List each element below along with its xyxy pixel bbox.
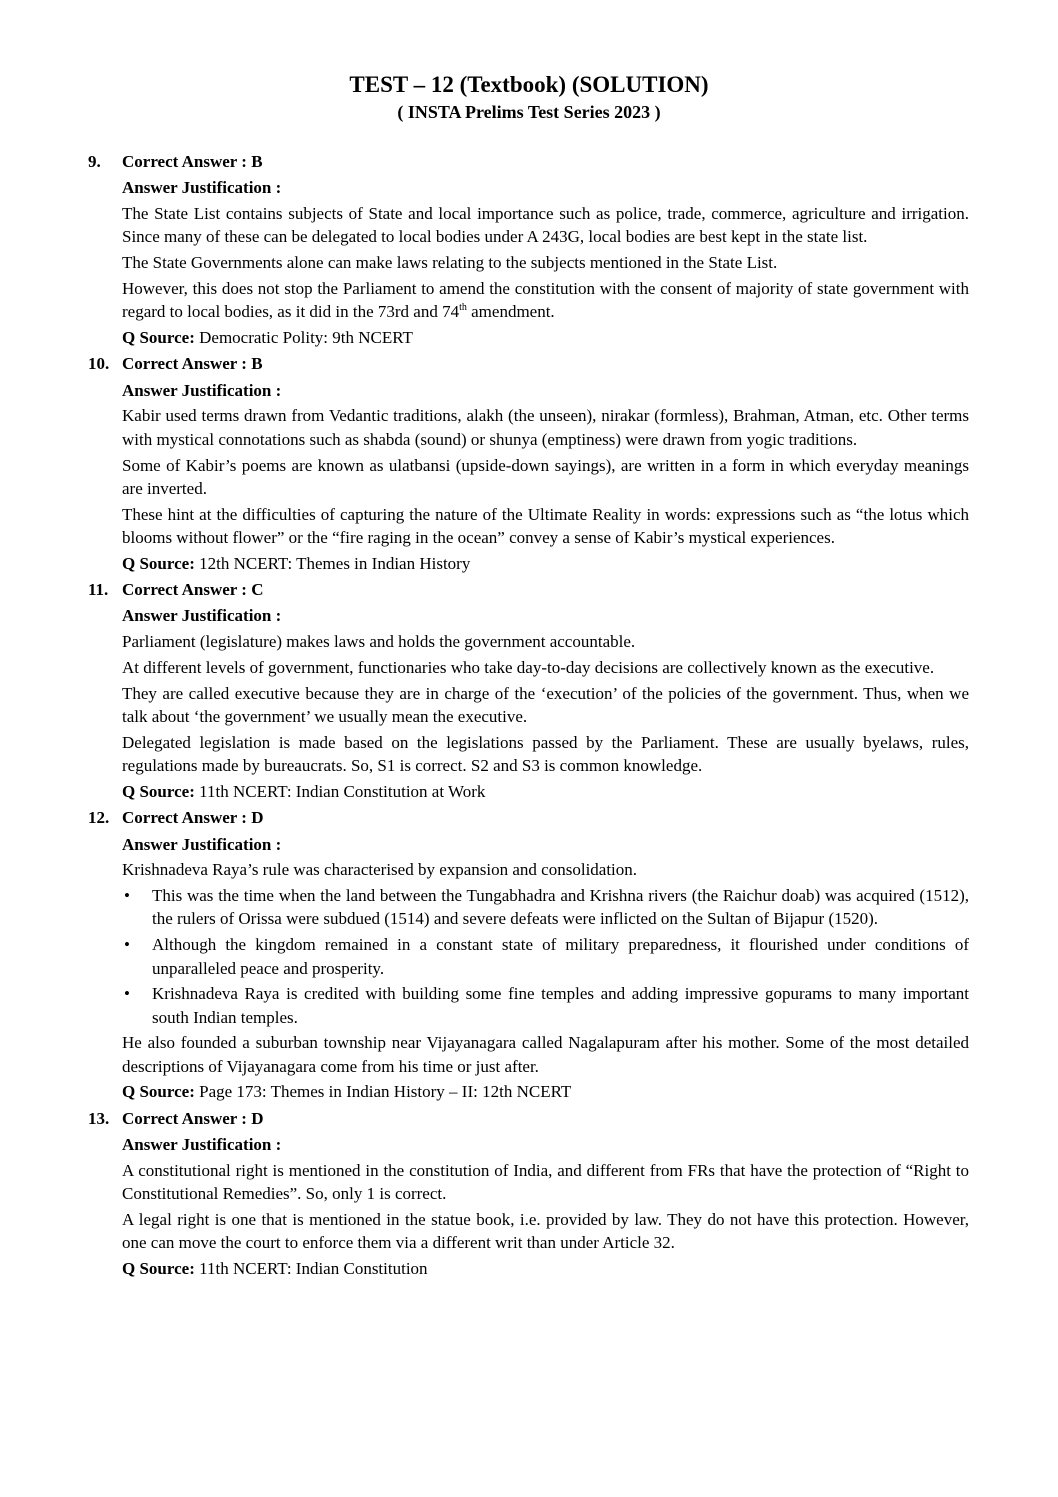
paragraph bbox=[122, 404, 969, 451]
justification-label: Answer Justification : bbox=[122, 606, 282, 626]
question-item bbox=[88, 150, 969, 349]
page-title: TEST – 12 (Textbook) (SOLUTION) bbox=[349, 72, 709, 97]
paragraph-text: However, this does not stop the Parliament to amend the constitution with the consent of majority of state government with regard to local bodies, as it did in the 73rd and 74 bbox=[122, 278, 969, 322]
source-label: Q Source: bbox=[122, 1259, 195, 1279]
paragraph-text: A legal right is one that is mentioned in the statue book, i.e. provided by law. They do not have this protection. However, one can move the court to enforce them via a different writ than under Article 32. bbox=[122, 1209, 969, 1253]
correct-answer-text: Correct Answer : D bbox=[122, 1108, 264, 1128]
paragraph bbox=[122, 277, 969, 324]
bullet-icon: • bbox=[124, 886, 130, 906]
paragraph-text: These hint at the difficulties of capturing the nature of the Ultimate Reality in words: expressions such as “the lotus which blooms without flower” or the “fire raging in the ocean” convey a sense of Kabir’s mystical experiences. bbox=[122, 504, 969, 547]
bullet-icon: • bbox=[124, 984, 130, 1004]
paragraph-text: Kabir used terms drawn from Vedantic traditions, alakh (the unseen), nirakar (formless), Brahman, Atman, etc. Other terms with mystical connotations such as shabda (sound) or shunya (emptiness) were drawn from yogic traditions. bbox=[122, 406, 969, 449]
paragraph-text: The State Governments alone can make laws relating to the subjects mentioned in the State List. bbox=[122, 253, 778, 273]
source-text: 12th NCERT: Themes in Indian History bbox=[194, 553, 471, 573]
paragraph bbox=[122, 731, 969, 778]
question-number: 9. bbox=[88, 152, 101, 171]
paragraph-text-after: amendment. bbox=[466, 302, 555, 322]
paragraph bbox=[122, 630, 969, 653]
answer-body bbox=[88, 379, 969, 575]
answer-body bbox=[88, 604, 969, 803]
paragraph-text: Parliament (legislature) makes laws and holds the government accountable. bbox=[122, 632, 636, 652]
source-label: Q Source: bbox=[122, 553, 195, 573]
bullet-text: Krishnadeva Raya is credited with building some fine temples and adding impressive gopurams to many important south Indian temples. bbox=[152, 984, 969, 1027]
correct-answer-heading bbox=[88, 150, 969, 173]
question-item bbox=[88, 1107, 969, 1281]
source-label: Q Source: bbox=[122, 328, 195, 348]
question-source bbox=[122, 552, 969, 575]
paragraph bbox=[122, 682, 969, 729]
question-source bbox=[122, 326, 969, 349]
correct-answer-text: Correct Answer : B bbox=[122, 354, 263, 374]
bullet-item bbox=[122, 884, 969, 931]
paragraph-text: They are called executive because they are in charge of the ‘execution’ of the policies of the government. Thus, when we talk about ‘the government’ we usually mean the executive. bbox=[122, 683, 969, 727]
bullet-item bbox=[122, 982, 969, 1029]
justification-label: Answer Justification : bbox=[122, 834, 282, 854]
correct-answer-text: Correct Answer : D bbox=[122, 808, 264, 828]
paragraph-text: Krishnadeva Raya’s rule was characterised by expansion and consolidation. bbox=[122, 860, 638, 880]
question-item bbox=[88, 806, 969, 1104]
source-label: Q Source: bbox=[122, 781, 195, 801]
correct-answer-heading bbox=[88, 352, 969, 375]
paragraph-text: The State List contains subjects of State and local importance such as police, trade, commerce, agriculture and irrigation. Since many of these can be delegated to local bodies under A 243G, local bodies are best kept in the state list. bbox=[122, 204, 969, 247]
paragraph bbox=[122, 1208, 969, 1255]
paragraph-text: He also founded a suburban township near Vijayanagara called Nagalapuram after his mother. Some of the most detailed descriptions of Vijayanagara come from his time or just after. bbox=[122, 1033, 969, 1076]
question-number: 11. bbox=[88, 580, 109, 600]
source-text: Page 173: Themes in Indian History – II: 12th NCERT bbox=[194, 1082, 572, 1102]
paragraph bbox=[122, 251, 969, 274]
paragraph-text: A constitutional right is mentioned in the constitution of India, and different from FRs that have the protection of “Right to Constitutional Remedies”. So, only 1 is correct. bbox=[122, 1160, 969, 1204]
paragraph bbox=[122, 858, 969, 881]
answer-body bbox=[88, 833, 969, 1104]
paragraph bbox=[122, 503, 969, 550]
paragraph bbox=[122, 202, 969, 249]
correct-answer-text: Correct Answer : C bbox=[122, 580, 264, 600]
solutions-list bbox=[88, 150, 969, 1283]
answer-body bbox=[88, 176, 969, 349]
question-source bbox=[122, 1257, 969, 1280]
question-number: 10. bbox=[88, 354, 110, 374]
source-label: Q Source: bbox=[122, 1082, 195, 1102]
bullet-item bbox=[122, 933, 969, 980]
justification-label: Answer Justification : bbox=[122, 380, 282, 400]
page-subtitle: ( INSTA Prelims Test Series 2023 ) bbox=[397, 102, 661, 122]
question-source bbox=[122, 780, 969, 803]
paragraph-text: Delegated legislation is made based on the legislations passed by the Parliament. These are usually byelaws, rules, regulations made by bureaucrats. So, S1 is correct. S2 and S3 is common knowledge. bbox=[122, 732, 969, 776]
question-source bbox=[122, 1080, 969, 1103]
source-text: Democratic Polity: 9th NCERT bbox=[194, 328, 413, 348]
question-item bbox=[88, 352, 969, 575]
answer-body bbox=[88, 1133, 969, 1280]
paragraph bbox=[122, 454, 969, 501]
justification-label: Answer Justification : bbox=[122, 178, 282, 198]
paragraph bbox=[122, 1159, 969, 1206]
bullet-text: Although the kingdom remained in a constant state of military preparedness, it flourished under conditions of unparalleled peace and prosperity. bbox=[152, 935, 969, 978]
source-text: 11th NCERT: Indian Constitution bbox=[194, 1259, 428, 1279]
correct-answer-heading bbox=[88, 806, 969, 829]
correct-answer-heading bbox=[88, 1107, 969, 1130]
paragraph bbox=[122, 656, 969, 679]
paragraph-text: At different levels of government, functionaries who take day-to-day decisions are collectively known as the executive. bbox=[122, 657, 935, 677]
question-number: 12. bbox=[88, 808, 110, 828]
paragraph bbox=[122, 1031, 969, 1078]
superscript: th bbox=[459, 302, 467, 314]
justification-label: Answer Justification : bbox=[122, 1135, 282, 1155]
source-text: 11th NCERT: Indian Constitution at Work bbox=[194, 781, 486, 801]
correct-answer-heading bbox=[88, 578, 969, 601]
correct-answer-text: Correct Answer : B bbox=[122, 152, 263, 171]
paragraph-text: Some of Kabir’s poems are known as ulatbansi (upside-down sayings), are written in a form in which everyday meanings are inverted. bbox=[122, 455, 969, 498]
question-item bbox=[88, 578, 969, 803]
bullet-icon: • bbox=[124, 935, 130, 955]
question-number: 13. bbox=[88, 1108, 110, 1128]
bullet-text: This was the time when the land between the Tungabhadra and Krishna rivers (the Raichur doab) was acquired (1512), the rulers of Orissa were subdued (1514) and severe defeats were inflicted on the Sultan of Bijapur (1520). bbox=[152, 886, 969, 929]
